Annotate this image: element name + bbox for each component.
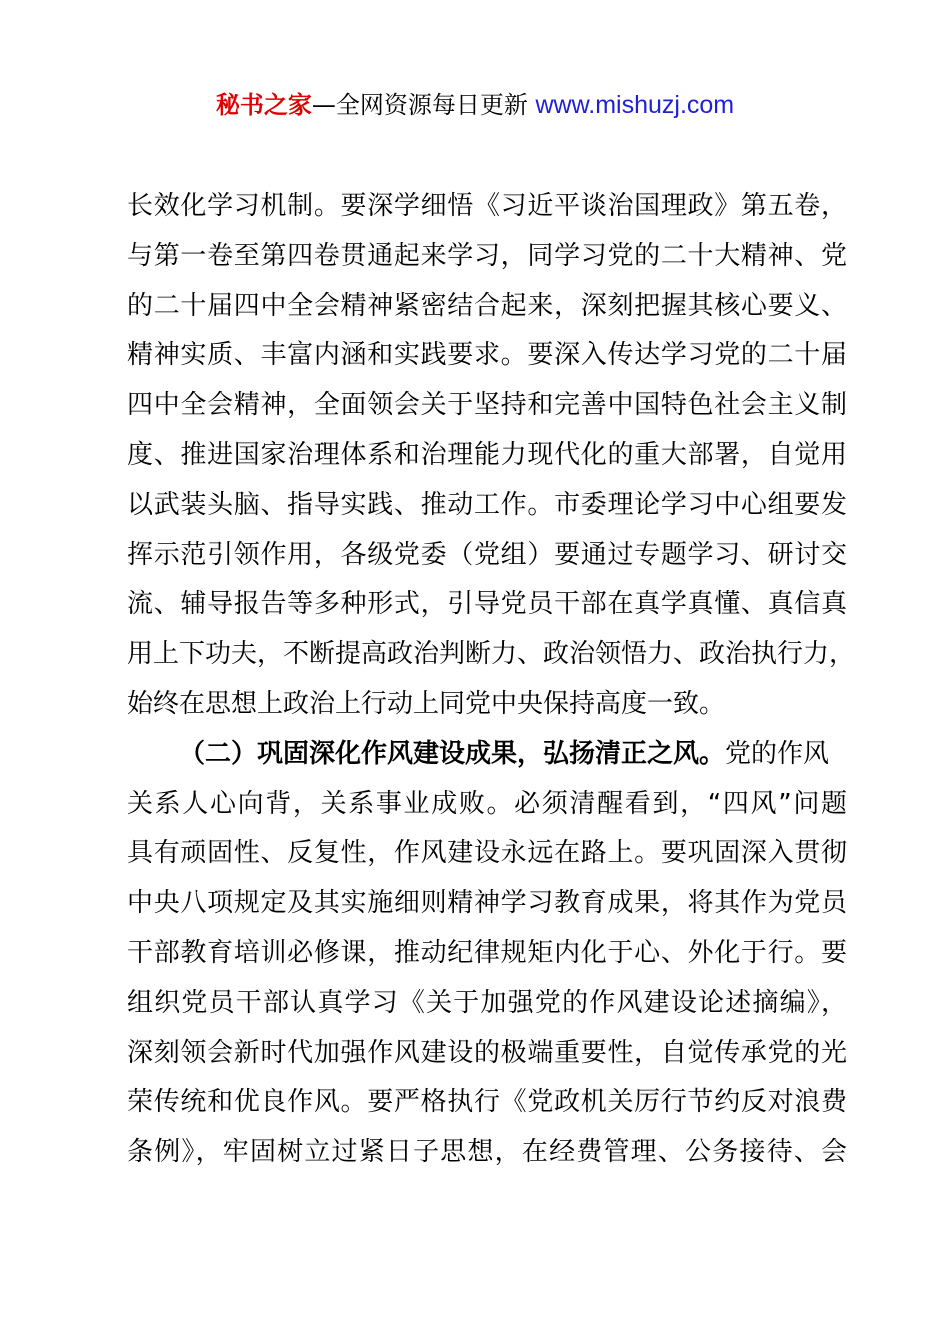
text-span: 党的作风 — [725, 738, 830, 769]
text-line: 以武装头脑、指导实践、推动工作。市委理论学习中心组要发 — [127, 489, 847, 520]
text-line: 具有顽固性、反复性，作风建设永远在路上。要巩固深入贯彻 — [127, 838, 847, 869]
text-line: 干部教育培训必修课，推动纪律规矩内化于心、外化于行。要 — [127, 937, 847, 968]
text-line: 荣传统和优良作风。要严格执行《党政机关厉行节约反对浪费 — [127, 1087, 847, 1118]
text-line: 中央八项规定及其实施细则精神学习教育成果，将其作为党员 — [127, 888, 847, 919]
text-line: 挥示范引领作用，各级党委（党组）要通过专题学习、研讨交 — [127, 539, 847, 570]
text-line: 四中全会精神，全面领会关于坚持和完善中国特色社会主义制 — [127, 390, 847, 421]
section-heading: （二）巩固深化作风建设成果，弘扬清正之风。 — [179, 738, 726, 769]
document-body — [127, 182, 856, 1178]
site-url-link[interactable]: www.mishuzj.com — [535, 91, 735, 119]
text-line: 组织党员干部认真学习《关于加强党的作风建设论述摘编》， — [127, 987, 847, 1018]
header-tagline: —全网资源每日更新 — [311, 91, 536, 119]
text-line: 度、推进国家治理体系和治理能力现代化的重大部署，自觉用 — [127, 439, 847, 470]
section-heading-line — [127, 730, 847, 780]
text-line: 精神实质、丰富内涵和实践要求。要深入传达学习党的二十届 — [127, 340, 847, 371]
page-header — [0, 88, 950, 122]
text-line: 与第一卷至第四卷贯通起来学习，同学习党的二十大精神、党 — [127, 240, 847, 271]
text-line: 深刻领会新时代加强作风建设的极端重要性，自觉传承党的光 — [127, 1037, 847, 1068]
text-line: 的二十届四中全会精神紧密结合起来，深刻把握其核心要义、 — [127, 290, 847, 321]
text-line: 始终在思想上政治上行动上同党中央保持高度一致。 — [127, 688, 726, 719]
text-line: 用上下功夫，不断提高政治判断力、政治领悟力、政治执行力， — [127, 639, 856, 670]
brand-name: 秘书之家 — [215, 91, 312, 119]
text-line: 条例》，牢固树立过紧日子思想，在经费管理、公务接待、会 — [127, 1137, 847, 1168]
text-line: 流、辅导报告等多种形式，引导党员干部在真学真懂、真信真 — [127, 589, 847, 620]
text-line: 关系人心向背，关系事业成败。必须清醒看到，“四风”问题 — [127, 788, 847, 819]
text-line: 长效化学习机制。要深学细悟《习近平谈治国理政》第五卷， — [127, 191, 847, 221]
